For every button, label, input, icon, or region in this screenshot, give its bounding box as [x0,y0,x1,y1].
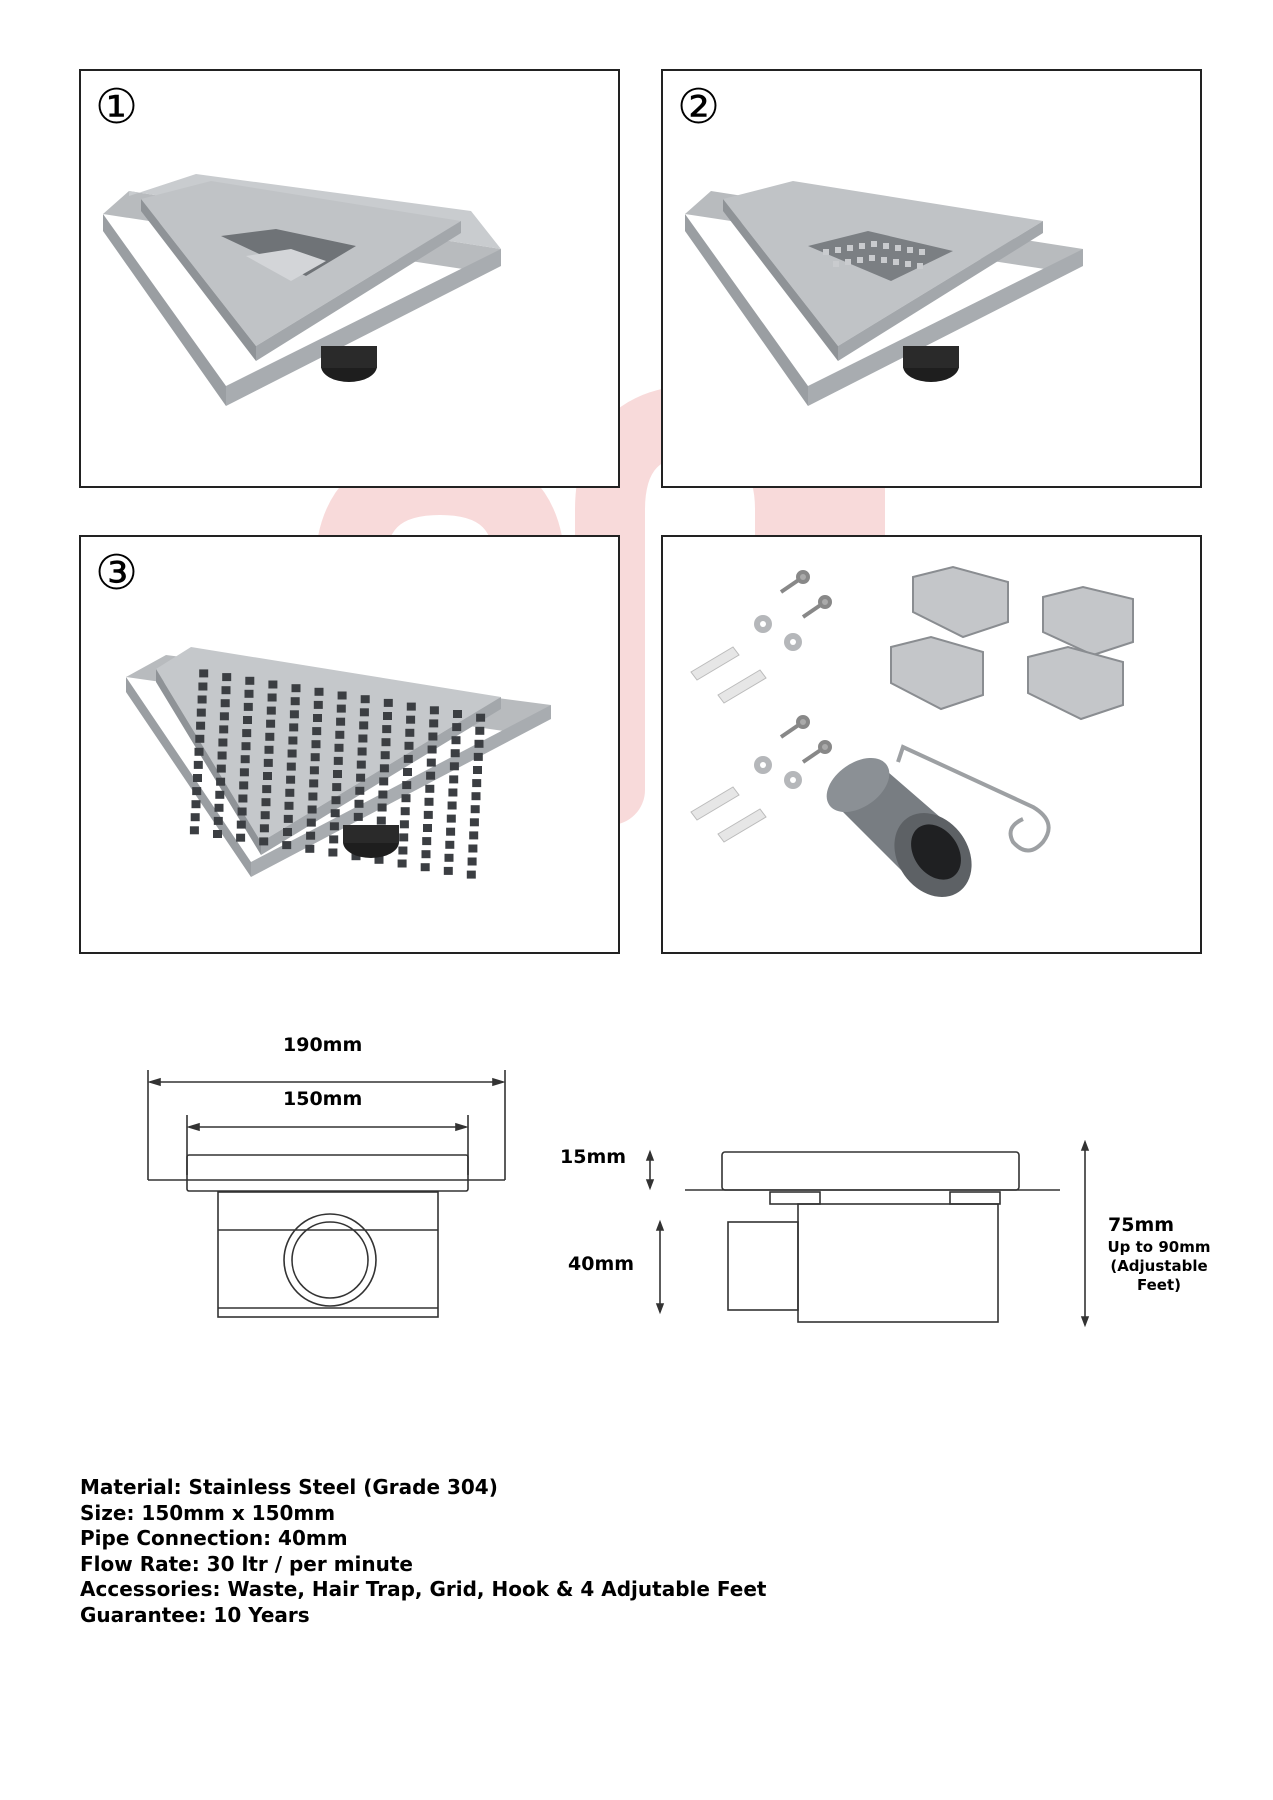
grid-hole [308,793,317,801]
waste-connector [817,747,988,912]
dim-outer-width: 190mm [283,1034,363,1056]
grid-hole [216,778,225,786]
drain-hair-trap-illustration [663,71,1200,486]
grid-hole [451,749,460,757]
dim-adjustable-line3: Feet) [1136,1276,1181,1294]
adjustable-feet [891,567,1133,719]
grid-hole [448,789,457,797]
grid-hole [425,785,434,793]
grid-hole [308,806,317,814]
grid-hole [307,819,316,827]
grid-hole [472,779,481,787]
grid-hole [215,804,224,812]
grid-hole [190,826,199,834]
grid-hole [288,750,297,758]
step-number: ③ [95,545,139,601]
grid-hole [430,706,439,714]
dim-inner-width: 150mm [283,1088,363,1110]
grid-hole [198,696,207,704]
grid-hole [292,684,301,692]
grid-hole [357,761,366,769]
grid-hole [192,800,201,808]
grid-hole [379,777,388,785]
grid-hole [314,701,323,709]
grid-hole [427,759,436,767]
grid-hole [403,768,412,776]
grid-hole [245,677,254,685]
grid-hole [265,733,274,741]
grid-hole [453,710,462,718]
grid-hole [312,727,321,735]
grid-hole [291,697,300,705]
grid-hole [330,822,339,830]
screws-top [781,572,830,617]
grid-hole [244,703,253,711]
grid-hole [468,858,477,866]
grid-hole [354,813,363,821]
grid-hole [218,752,227,760]
grid-hole [424,811,433,819]
grid-hole [217,765,226,773]
side-view-drawing [630,1140,1110,1340]
grid-hole [236,834,245,842]
grid-hole [426,772,435,780]
grid-hole [361,695,370,703]
grid-hole [288,737,297,745]
grid-hole [283,828,292,836]
grid-hole [197,709,206,717]
grid-hole [359,721,368,729]
grid-hole [242,742,251,750]
grid-hole [467,871,476,879]
grid-hole [422,850,431,858]
grid-hole [313,714,322,722]
grid-hole [268,694,277,702]
grid-hole [399,833,408,841]
grid-hole [259,837,268,845]
grid-hole [378,804,387,812]
grid-hole [262,785,271,793]
drain-grid-illustration [81,537,618,952]
grid-hole [404,755,413,763]
grid-hole [261,811,270,819]
panel-drain-hair-trap [661,69,1202,488]
grid-hole [429,719,438,727]
grid-hole [199,669,208,677]
grid-hole [382,725,391,733]
grid-hole [260,824,269,832]
grid-hole [264,759,273,767]
grid-hole [402,781,411,789]
grid-hole [474,753,483,761]
grid-hole [398,847,407,855]
grid-hole [405,729,414,737]
grid-hole [267,707,276,715]
grid-hole [192,787,201,795]
spec-size: Size: 150mm x 150mm [80,1500,336,1525]
grid-hole [470,818,479,826]
panel-drain-grid [79,535,620,954]
grid-hole [382,738,391,746]
spec-flow-rate: Flow Rate: 30 ltr / per minute [80,1551,413,1576]
grid-hole [336,718,345,726]
grid-hole [447,815,456,823]
grid-hole [473,766,482,774]
grid-hole [287,763,296,771]
spec-pipe-connection: Pipe Connection: 40mm [80,1526,348,1550]
grid-hole [240,768,249,776]
grid-hole [214,817,223,825]
grid-hole [245,690,254,698]
spec-material: Material: Stainless Steel (Grade 304) [80,1475,498,1499]
grid-hole [198,683,207,691]
grid-hole [381,751,390,759]
grid-hole [402,794,411,802]
step-number: ② [677,79,721,135]
grid-hole [262,798,271,806]
grid-hole [331,809,340,817]
grid-hole [378,791,387,799]
grid-hole [360,708,369,716]
grid-hole [405,742,414,750]
spec-guarantee: Guarantee: 10 Years [80,1602,310,1627]
grid-hole [219,725,228,733]
grid-hole [423,824,432,832]
grid-hole [194,761,203,769]
grid-hole [400,820,409,828]
grid-hole [268,681,277,689]
grid-hole [356,774,365,782]
grid-hole [334,757,343,765]
grid-hole [428,733,437,741]
grid-hole [471,805,480,813]
grid-hole [472,792,481,800]
panel-drain-waste [79,69,620,488]
grid-hole [332,783,341,791]
grid-hole [243,716,252,724]
grid-hole [445,854,454,862]
grid-hole [213,830,222,838]
grid-hole [444,867,453,875]
grid-hole [289,723,298,731]
grid-hole [311,753,320,761]
grid-hole [377,817,386,825]
grid-hole [333,770,342,778]
grid-hole [446,828,455,836]
grid-hole [380,764,389,772]
grid-hole [218,739,227,747]
grid-hole [449,775,458,783]
grid-hole [428,746,437,754]
grid-hole [450,762,459,770]
grid-hole [315,688,324,696]
grid-hole [398,860,407,868]
grid-hole [195,748,204,756]
grid-hole [238,795,247,803]
grid-hole [242,729,251,737]
grid-hole [337,705,346,713]
panel-accessories [661,535,1202,954]
grid-hole [215,791,224,799]
accessories-illustration [663,537,1200,952]
grid-hole [286,776,295,784]
grid-hole [191,813,200,821]
grid-hole [476,714,485,722]
dim-rim-height: 15mm [560,1146,627,1168]
grid-hole [445,841,454,849]
grid-hole [305,845,314,853]
grid-hole [193,774,202,782]
grid-hole [312,740,321,748]
grid-hole [222,673,231,681]
grid-hole [241,755,250,763]
grid-hole [306,832,315,840]
grid-hole [310,766,319,774]
grid-hole [401,807,410,815]
step-number: ① [95,79,139,135]
grid-hole [266,720,275,728]
grid-hole [421,863,430,871]
grid-hole [284,815,293,823]
grid-hole [328,849,337,857]
dim-adjustable-note [1104,1238,1214,1295]
grid-hole [309,779,318,787]
grid-hole [355,800,364,808]
grid-hole [475,727,484,735]
grid-hole [263,772,272,780]
dim-adjustable-line1: Up to 90mm [1107,1238,1211,1256]
grid-hole [282,841,291,849]
grid-hole [195,735,204,743]
grid-hole [425,798,434,806]
dim-adjustable-line2: (Adjustable [1110,1257,1208,1275]
dim-pipe: 40mm [568,1253,635,1275]
grid-hole [285,789,294,797]
grid-hole [265,746,274,754]
grid-hole [383,712,392,720]
grid-hole [329,835,338,843]
grid-hole [358,735,367,743]
grid-hole [475,740,484,748]
drain-waste-illustration [81,71,618,486]
grid-hole [237,821,246,829]
grid-hole [452,736,461,744]
grid-hole [220,712,229,720]
grid-hole [222,686,231,694]
grid-hole [407,703,416,711]
specifications [80,1475,766,1628]
grid-hole [332,796,341,804]
grid-hole [196,722,205,730]
grid-hole [239,781,248,789]
grid-hole [468,845,477,853]
grid-hole [338,692,347,700]
grid-hole [452,723,461,731]
grid-hole [290,710,299,718]
grid-hole [355,787,364,795]
grid-hole [469,831,478,839]
grid-hole [384,699,393,707]
grid-hole [238,808,247,816]
grid-hole [422,837,431,845]
grid-hole [358,748,367,756]
grid-hole [335,744,344,752]
grid-hole [221,699,230,707]
spec-accessories: Accessories: Waste, Hair Trap, Grid, Hook & 4 Adjutable Feet [80,1577,767,1601]
grid-hole [406,716,415,724]
grid-hole [335,731,344,739]
grid-hole [285,802,294,810]
dim-total-height: 75mm [1108,1214,1175,1236]
grid-hole [448,802,457,810]
